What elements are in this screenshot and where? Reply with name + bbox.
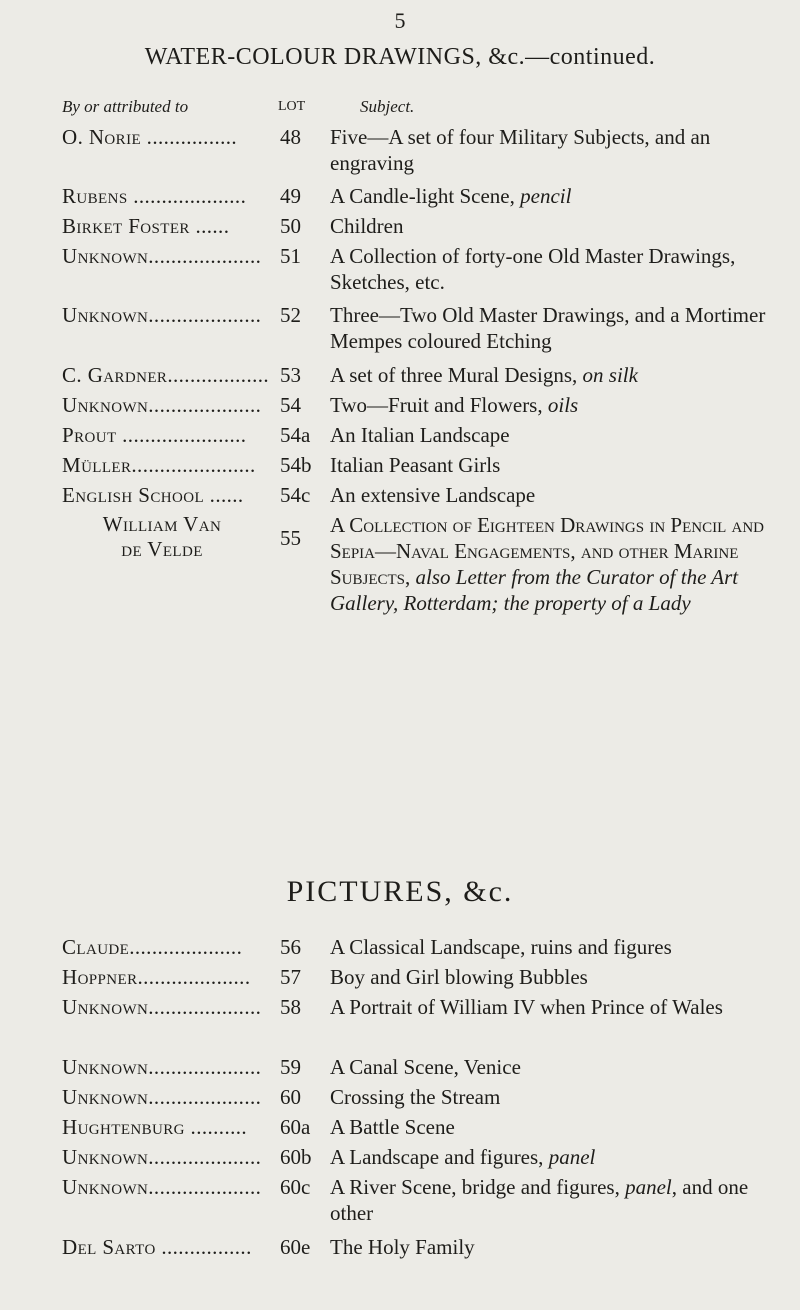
lot-subject-text: Italian Peasant Girls (330, 453, 501, 477)
lot-subject-medium: panel (548, 1145, 596, 1169)
lot-subject (330, 512, 780, 616)
lot-subject-medium: panel (625, 1175, 672, 1199)
lot-artist: Unknown.................... (62, 393, 262, 417)
lot-number: 54 (280, 393, 301, 417)
lot-subject (330, 1084, 780, 1110)
column-header-subject: Subject. (360, 97, 415, 116)
lot-subject (330, 302, 780, 354)
lot-subject-text: Crossing the Stream (330, 1085, 501, 1109)
lot-artist (62, 512, 262, 562)
lot-subject-text: A Collection of Eighteen Drawings in Pencil and Sepia—Naval Engagements, and other Marine Subjects, (330, 513, 765, 589)
lot-artist: Unknown.................... (62, 1085, 262, 1109)
lot-subject-text: A set of three Mural Designs, (330, 363, 583, 387)
lot-subject-medium: on silk (582, 363, 638, 387)
lot-artist-line: de Velde (121, 537, 203, 561)
lot-subject-text: A Portrait of William IV when Prince of Wales (330, 995, 723, 1019)
lot-subject-text: Two—Fruit and Flowers, (330, 393, 548, 417)
lot-subject (330, 124, 780, 176)
lot-artist: Del Sarto ................ (62, 1235, 252, 1259)
lot-number: 49 (280, 184, 301, 208)
lot-subject-text: A Candle-light Scene, (330, 184, 521, 208)
lot-subject-text: A River Scene, bridge and figures, (330, 1175, 626, 1199)
lot-subject (330, 482, 780, 508)
lot-subject (330, 1114, 780, 1140)
lot-artist: O. Norie ................ (62, 125, 238, 149)
lot-artist: C. Gardner.................. (62, 363, 270, 387)
lot-number: 60c (280, 1175, 311, 1199)
lot-number: 52 (280, 303, 301, 327)
lot-artist: Claude.................... (62, 935, 243, 959)
lot-subject-text: Three—Two Old Master Drawings, and a Mortimer Mempes coloured Etching (330, 303, 766, 353)
section-heading-watercolour: WATER-COLOUR DRAWINGS, &c.—continued. (144, 44, 656, 70)
lot-artist: Unknown.................... (62, 1175, 262, 1199)
lot-subject (330, 964, 780, 990)
lot-number: 59 (280, 1055, 301, 1079)
lot-artist: Unknown.................... (62, 995, 262, 1019)
lot-artist: Rubens .................... (62, 184, 247, 208)
lot-subject (330, 1054, 780, 1080)
lot-subject (330, 994, 780, 1020)
lot-subject (330, 422, 780, 448)
lot-number: 58 (280, 995, 301, 1019)
lot-artist: English School ...... (62, 483, 244, 507)
column-header-lot: LOT (278, 99, 306, 114)
lot-subject-medium: pencil (520, 184, 572, 208)
lot-subject-medium: oils (547, 393, 579, 417)
lot-artist: Hughtenburg .......... (62, 1115, 248, 1139)
page-number: 5 (394, 8, 406, 33)
lot-subject (330, 392, 780, 418)
lot-artist: Birket Foster ...... (62, 214, 230, 238)
lot-subject-text: A Landscape and figures, (330, 1145, 549, 1169)
lot-subject-text: Five—A set of four Military Subjects, and an engraving (330, 125, 711, 175)
lot-number: 60e (280, 1235, 311, 1259)
lot-subject (330, 452, 780, 478)
lot-number: 56 (280, 935, 301, 959)
lot-subject-text: The Holy Family (330, 1235, 475, 1259)
lot-subject (330, 1144, 780, 1170)
lot-subject (330, 183, 780, 209)
lot-number: 48 (280, 125, 301, 149)
lot-artist: Unknown.................... (62, 244, 262, 268)
lot-number: 54b (280, 453, 312, 477)
column-header-artist: By or attributed to (62, 97, 189, 116)
lot-subject-text: A Classical Landscape, ruins and figures (330, 935, 672, 959)
lot-subject (330, 1234, 780, 1260)
lot-subject-text: A Collection of forty-one Old Master Drawings, Sketches, etc. (330, 244, 736, 294)
lot-subject (330, 243, 780, 295)
section-heading-pictures: PICTURES, &c. (286, 875, 514, 908)
lot-number: 54a (280, 423, 311, 447)
lot-subject-text: Boy and Girl blowing Bubbles (330, 965, 588, 989)
lot-number: 50 (280, 214, 301, 238)
lot-number: 57 (280, 965, 301, 989)
lot-artist: Prout ...................... (62, 423, 247, 447)
lot-subject-tail: , and one other (330, 1175, 749, 1225)
lot-artist: Hoppner.................... (62, 965, 251, 989)
lot-subject-text: An extensive Landscape (330, 483, 536, 507)
lot-subject (330, 1174, 780, 1226)
lot-subject-text: A Canal Scene, Venice (330, 1055, 521, 1079)
lot-number: 51 (280, 244, 301, 268)
lot-artist: Unknown.................... (62, 1055, 262, 1079)
lot-number: 60 (280, 1085, 301, 1109)
lot-artist-line: William Van (102, 512, 222, 536)
lot-artist: Unknown.................... (62, 1145, 262, 1169)
lot-artist: Müller...................... (62, 453, 256, 477)
lot-subject (330, 213, 780, 239)
lot-subject-note: also Letter from the Curator of the Art Gallery, Rotterdam; the property of a Lady (330, 565, 739, 615)
lot-number: 54c (280, 483, 311, 507)
lot-subject (330, 362, 780, 388)
lot-subject-text: Children (330, 214, 404, 238)
lot-number: 60a (280, 1115, 311, 1139)
lot-subject-text: A Battle Scene (330, 1115, 455, 1139)
lot-artist: Unknown.................... (62, 303, 262, 327)
lot-subject (330, 934, 780, 960)
lot-subject-text: An Italian Landscape (330, 423, 510, 447)
lot-number: 53 (280, 363, 301, 387)
lot-number: 60b (280, 1145, 312, 1169)
lot-number: 55 (280, 526, 301, 550)
